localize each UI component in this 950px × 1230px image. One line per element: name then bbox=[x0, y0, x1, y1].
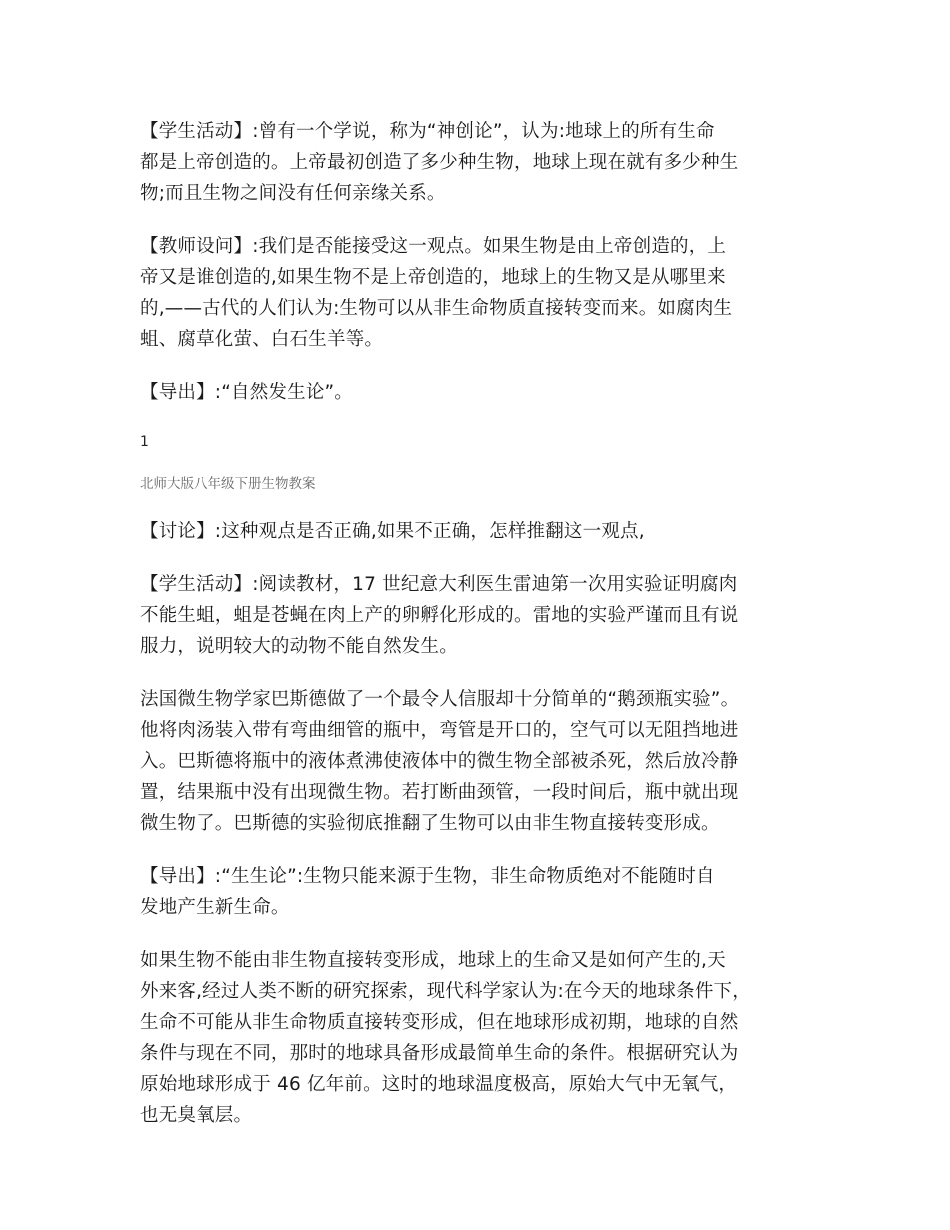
paragraph-origin-of-life: 如果生物不能由非生物直接转变形成，地球上的生命又是如何产生的,天 外来客,经过人类不断的研究探索，现代科学家认为:在今天的地球条件下， 生命不可能从非生命物质直接转变形成，但在地球形成初期，地球的自然 条件与现在不同，那时的地球具备形成最简单生命的条件。根据研究认为 原始地球形成于 46 亿年前。这时的地球温度极高，原始大气中无氧气， 也无臭氧层。 bbox=[140, 950, 751, 1126]
paragraph-pasteur-experiment: 法国微生物学家巴斯德做了一个最令人信服却十分简单的“鹅颈瓶实验”。 他将肉汤装入带有弯曲细管的瓶中，弯管是开口的，空气可以无阻挡地进 入。巴斯德将瓶中的液体煮沸使液体中的微生物全部被杀死，然后放冷静 置，结果瓶中没有出现微生物。若打断曲颈管，一段时间后，瓶中就出现 微生物了。巴斯德的实验彻底推翻了生物可以由非生物直接转变形成。 bbox=[140, 689, 740, 834]
paragraph-student-activity-redi: 【学生活动】:阅读教材，17 世纪意大利医生雷迪第一次用实验证明腐肉 不能生蛆，蛆是苍蝇在肉上产的卵孵化形成的。雷地的实验严谨而且有说 服力，说明较大的动物不能自然发生。 bbox=[140, 574, 739, 657]
paragraph-teacher-question: 【教师设问】:我们是否能接受这一观点。如果生物是由上帝创造的，上 帝又是谁创造的,如果生物不是上帝创造的，地球上的生物又是从哪里来 的,——古代的人们认为:生物可以从非生命物质直接转变而来。如腐肉生 蛆、腐草化萤、白石生羊等。 bbox=[140, 236, 733, 350]
paragraph-lead-spontaneous-generation: 【导出】:“自然发生论”。 bbox=[140, 382, 354, 403]
paragraph-discussion: 【讨论】:这种观点是否正确,如果不正确，怎样推翻这一观点, bbox=[140, 521, 645, 542]
paragraph-student-activity-creationism: 【学生活动】:曾有一个学说，称为“神创论”，认为:地球上的所有生命 都是上帝创造的。上帝最初创造了多少种生物，地球上现在就有多少种生 物;而且生物之间没有任何亲缘关系。 bbox=[140, 121, 739, 204]
page-number: 1 bbox=[140, 434, 149, 450]
paragraph-lead-biogenesis: 【导出】:“生生论”:生物只能来源于生物，非生命物质绝对不能随时自 发地产生新生命。 bbox=[140, 866, 715, 918]
running-header: 北师大版八年级下册生物教案 bbox=[140, 476, 316, 492]
